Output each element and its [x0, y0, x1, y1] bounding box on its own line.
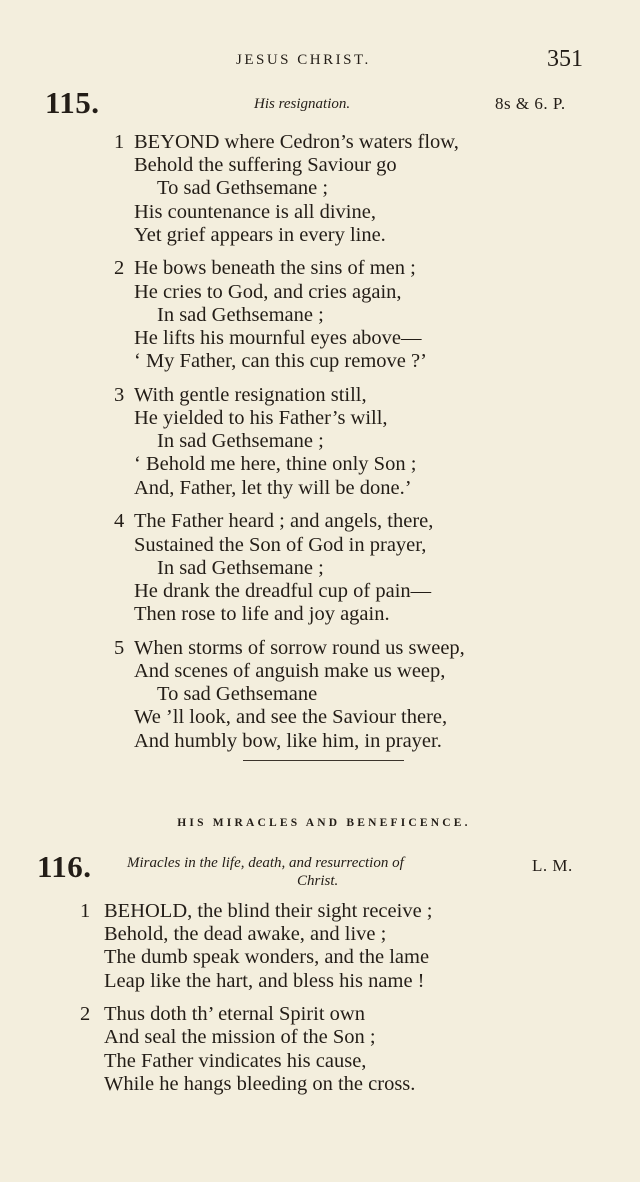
verse	[0, 637, 640, 753]
hymn-number: 115.	[45, 85, 100, 120]
verse-line-text: The Father heard ; and angels, there,	[134, 510, 434, 533]
verse-line	[0, 201, 640, 224]
verse-number: 5	[114, 636, 125, 659]
verse-line-text: He drank the dreadful cup of pain—	[134, 579, 432, 602]
verse-line-text: With gentle resignation still,	[134, 383, 367, 406]
verse-line	[0, 1050, 640, 1073]
refrain-line-text: In sad Gethsemane ;	[157, 430, 324, 453]
hymn-heading: His resignation.	[254, 96, 351, 112]
verse-line-text: While he hangs bleeding on the cross.	[104, 1072, 416, 1095]
verse-line-text: Sustained the Son of God in prayer,	[134, 533, 427, 556]
hymn-115-verses	[0, 131, 640, 763]
running-title: JESUS CHRIST.	[236, 52, 371, 68]
section-title: HIS MIRACLES AND BENEFICENCE.	[177, 817, 471, 829]
verse-line	[0, 154, 640, 177]
verse-line	[0, 970, 640, 993]
verse	[0, 900, 640, 993]
verse-line	[0, 384, 640, 407]
verse-line	[0, 304, 640, 327]
page-number: 351	[547, 46, 583, 72]
verse-line-text: Behold, the dead awake, and live ;	[104, 923, 387, 946]
verse	[0, 257, 640, 373]
hymn-meter: 8s & 6. P.	[495, 94, 566, 113]
verse-line	[0, 453, 640, 476]
verse-line-text: He yielded to his Father’s will,	[134, 407, 388, 430]
verse-line-text: BEHOLD, the blind their sight receive ;	[104, 900, 433, 922]
hymn-heading-line-1: Miracles in the life, death, and resurrection of	[127, 855, 404, 871]
verse-number: 4	[114, 510, 125, 533]
verse-line-text: He bows beneath the sins of men ;	[134, 257, 416, 280]
hymn-number: 116.	[37, 849, 92, 884]
verse-line-text: And, Father, let thy will be done.’	[134, 476, 412, 499]
verse-line	[0, 603, 640, 626]
verse-line	[0, 946, 640, 969]
verse-line	[0, 430, 640, 453]
verse	[0, 131, 640, 247]
verse	[0, 1003, 640, 1096]
verse-line	[0, 1073, 640, 1096]
verse-number: 3	[114, 383, 125, 406]
verse-line-text: And humbly bow, like him, in prayer.	[134, 729, 442, 752]
hymn-115-header	[0, 85, 640, 120]
verse-line	[0, 580, 640, 603]
hymn-heading-line-2: Christ.	[297, 873, 339, 889]
verse-number: 1	[80, 900, 91, 922]
verse-line	[0, 730, 640, 753]
verse-line	[0, 923, 640, 946]
verse-line-text: He lifts his mournful eyes above—	[134, 327, 422, 349]
verse-line	[0, 281, 640, 304]
verse-line	[0, 660, 640, 683]
verse-line-text: And scenes of anguish make us weep,	[134, 659, 446, 682]
refrain-line-text: To sad Gethsemane	[157, 683, 318, 706]
verse-line	[0, 257, 640, 280]
verse-line-text: Thus doth th’ eternal Spirit own	[104, 1003, 365, 1026]
section-divider	[243, 760, 404, 761]
verse-line-text: Behold the suffering Saviour go	[134, 154, 397, 177]
verse-number: 2	[80, 1003, 91, 1026]
refrain-line-text: To sad Gethsemane ;	[157, 177, 329, 200]
verse-line-text: The Father vindicates his cause,	[104, 1049, 367, 1072]
verse-line-text: And seal the mission of the Son ;	[104, 1026, 376, 1049]
verse-line	[0, 1026, 640, 1049]
verse-line	[0, 706, 640, 729]
verse-line	[0, 510, 640, 533]
verse-line-text: The dumb speak wonders, and the lame	[104, 946, 430, 969]
verse-line	[0, 477, 640, 500]
verse-line-text: Then rose to life and joy again.	[134, 603, 390, 626]
hymn-meter: L. M.	[532, 856, 573, 875]
verse-line-text: BEYOND where Cedron’s waters flow,	[134, 131, 459, 153]
verse-line-text: His countenance is all divine,	[134, 200, 376, 223]
verse-line-text: We ’ll look, and see the Saviour there,	[134, 706, 448, 729]
verse-line	[0, 1003, 640, 1026]
verse-line	[0, 131, 640, 154]
verse	[0, 384, 640, 500]
running-head	[0, 46, 640, 74]
verse-line	[0, 683, 640, 706]
verse-line-text: When storms of sorrow round us sweep,	[134, 636, 465, 659]
verse-line-text: Yet grief appears in every line.	[134, 223, 386, 246]
verse-line	[0, 637, 640, 660]
verse	[0, 510, 640, 626]
verse-line-text: Leap like the hart, and bless his name !	[104, 969, 425, 992]
verse-number: 2	[114, 257, 125, 280]
refrain-line-text: In sad Gethsemane ;	[157, 303, 324, 326]
verse-line-text: He cries to God, and cries again,	[134, 280, 402, 303]
verse-line	[0, 177, 640, 200]
verse-line	[0, 900, 640, 923]
verse-line	[0, 350, 640, 373]
refrain-line-text: In sad Gethsemane ;	[157, 556, 324, 579]
verse-line	[0, 534, 640, 557]
verse-line-text: ‘ Behold me here, thine only Son ;	[134, 453, 417, 476]
verse-line	[0, 327, 640, 350]
verse-line-text: ‘ My Father, can this cup remove ?’	[134, 350, 427, 373]
hymn-116-header	[0, 851, 640, 893]
hymn-116-verses	[0, 900, 640, 1107]
verse-line	[0, 557, 640, 580]
verse-line	[0, 224, 640, 247]
verse-line	[0, 407, 640, 430]
verse-number: 1	[114, 131, 125, 153]
